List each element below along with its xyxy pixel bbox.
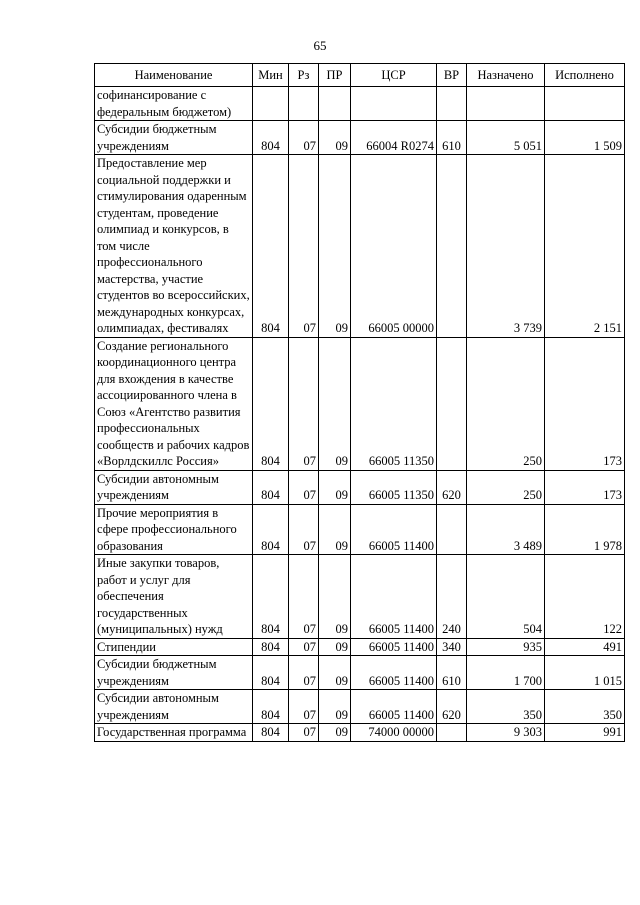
cell-name: софинансирование с федеральным бюджетом) [95,87,253,121]
cell-executed: 350 [545,690,625,724]
cell-executed: 1 015 [545,656,625,690]
cell-executed: 491 [545,638,625,656]
table-row [95,155,625,338]
cell-min: 804 [253,724,289,742]
cell-csr: 66005 11400 [351,638,437,656]
cell-executed: 2 151 [545,155,625,338]
cell-assigned: 504 [467,555,545,639]
cell-vr: 610 [437,121,467,155]
cell-rz: 07 [289,638,319,656]
cell-min: 804 [253,690,289,724]
cell-assigned: 250 [467,470,545,504]
cell-csr [351,87,437,121]
cell-csr: 66005 00000 [351,155,437,338]
cell-vr: 340 [437,638,467,656]
cell-csr: 66005 11400 [351,690,437,724]
cell-rz: 07 [289,121,319,155]
header-row [95,64,625,87]
cell-csr: 66005 11400 [351,555,437,639]
cell-min [253,87,289,121]
cell-name: Субсидии автономным учреждениям [95,470,253,504]
cell-rz: 07 [289,656,319,690]
cell-rz: 07 [289,555,319,639]
cell-pr: 09 [319,470,351,504]
cell-min: 804 [253,337,289,470]
header-rz: Рз [289,64,319,87]
cell-executed: 173 [545,337,625,470]
table-row [95,690,625,724]
cell-assigned: 5 051 [467,121,545,155]
cell-vr [437,724,467,742]
cell-rz: 07 [289,724,319,742]
page-number: 65 [313,38,327,53]
cell-pr: 09 [319,555,351,639]
cell-csr: 66004 R0274 [351,121,437,155]
cell-name: Стипендии [95,638,253,656]
cell-name: Государственная программа [95,724,253,742]
cell-pr: 09 [319,121,351,155]
cell-min: 804 [253,155,289,338]
cell-csr: 66005 11350 [351,337,437,470]
cell-name: Предоставление мер социальной поддержки и стимулирования одаренным студентам, проведение олимпиад и конкурсов, в том числе профессионального мастерства, участие студентов во всероссийских, международных конкурсах, олимпиадах, фестивалях [95,155,253,338]
cell-min: 804 [253,504,289,555]
table-row [95,638,625,656]
cell-csr: 66005 11400 [351,656,437,690]
cell-assigned: 935 [467,638,545,656]
cell-name: Прочие мероприятия в сфере профессионального образования [95,504,253,555]
header-name: Наименование [95,64,253,87]
table-body [95,87,625,742]
cell-rz: 07 [289,337,319,470]
cell-name: Субсидии автономным учреждениям [95,690,253,724]
cell-assigned: 3 489 [467,504,545,555]
header-vr: ВР [437,64,467,87]
cell-pr: 09 [319,155,351,338]
cell-executed [545,87,625,121]
cell-pr: 09 [319,504,351,555]
cell-executed: 991 [545,724,625,742]
cell-csr: 66005 11350 [351,470,437,504]
cell-vr [437,155,467,338]
cell-min: 804 [253,121,289,155]
cell-pr: 09 [319,337,351,470]
cell-assigned: 1 700 [467,656,545,690]
table-row [95,724,625,742]
cell-csr: 66005 11400 [351,504,437,555]
cell-assigned [467,87,545,121]
header-assigned: Назначено [467,64,545,87]
cell-executed: 1 509 [545,121,625,155]
table-row [95,337,625,470]
table-row [95,504,625,555]
cell-vr: 240 [437,555,467,639]
cell-min: 804 [253,656,289,690]
cell-assigned: 9 303 [467,724,545,742]
cell-vr [437,337,467,470]
header-executed: Исполнено [545,64,625,87]
header-pr: ПР [319,64,351,87]
table-row [95,121,625,155]
cell-vr: 610 [437,656,467,690]
cell-name: Субсидии бюджетным учреждениям [95,121,253,155]
cell-rz: 07 [289,155,319,338]
cell-rz [289,87,319,121]
cell-executed: 122 [545,555,625,639]
cell-executed: 1 978 [545,504,625,555]
cell-name: Создание регионального координационного центра для вхождения в качестве ассоциированного члена в Союз «Агентство развития профессиональных сообществ и рабочих кадров «Ворлдскиллс Россия» [95,337,253,470]
header-csr: ЦСР [351,64,437,87]
header-min: Мин [253,64,289,87]
cell-vr [437,87,467,121]
cell-rz: 07 [289,504,319,555]
cell-rz: 07 [289,470,319,504]
cell-vr [437,504,467,555]
cell-min: 804 [253,555,289,639]
cell-vr: 620 [437,690,467,724]
table-row [95,470,625,504]
cell-pr: 09 [319,690,351,724]
cell-name: Иные закупки товаров, работ и услуг для обеспечения государственных (муниципальных) нужд [95,555,253,639]
table-row [95,656,625,690]
cell-vr: 620 [437,470,467,504]
cell-executed: 173 [545,470,625,504]
cell-csr: 74000 00000 [351,724,437,742]
cell-rz: 07 [289,690,319,724]
cell-assigned: 250 [467,337,545,470]
table-row [95,87,625,121]
table-row [95,555,625,639]
cell-pr: 09 [319,656,351,690]
cell-min: 804 [253,470,289,504]
cell-name: Субсидии бюджетным учреждениям [95,656,253,690]
cell-pr: 09 [319,724,351,742]
budget-table [94,63,625,742]
cell-pr [319,87,351,121]
cell-assigned: 350 [467,690,545,724]
cell-min: 804 [253,638,289,656]
cell-pr: 09 [319,638,351,656]
cell-assigned: 3 739 [467,155,545,338]
